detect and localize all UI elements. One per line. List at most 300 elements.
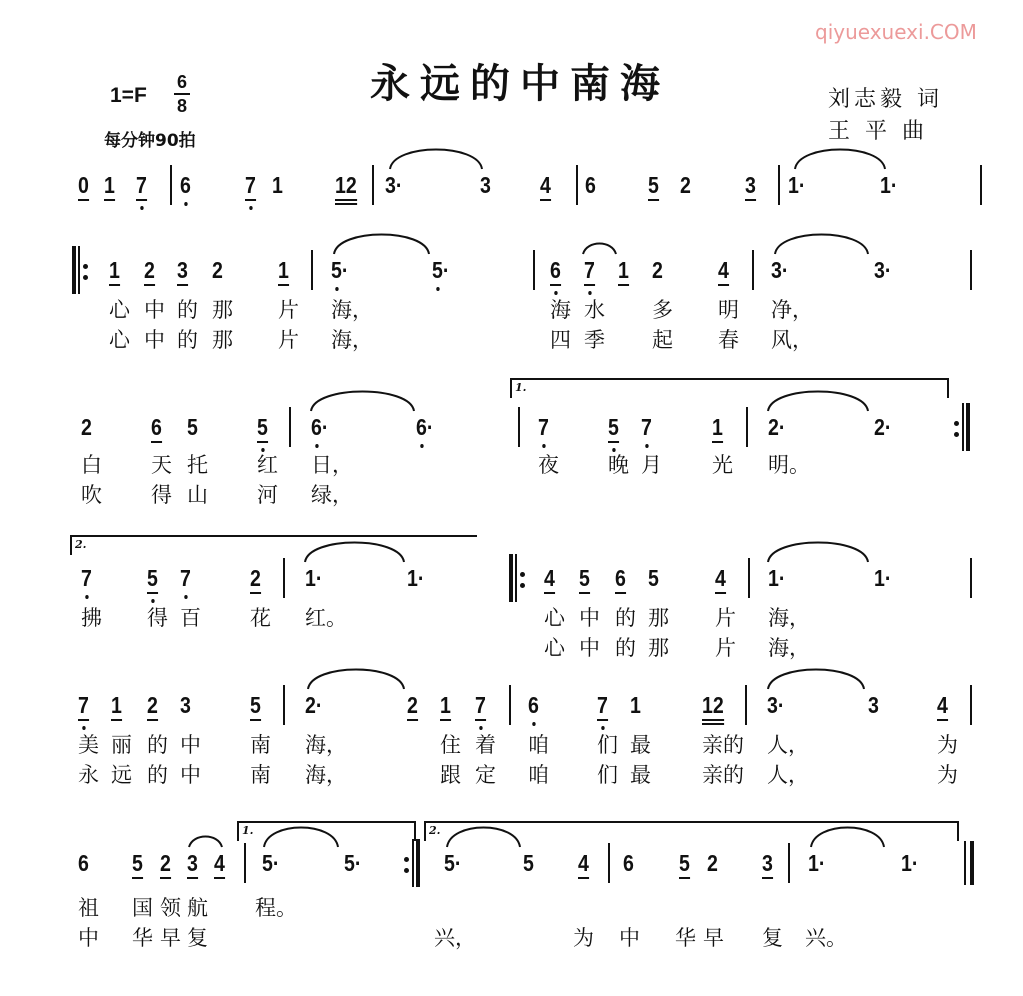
note xyxy=(702,691,724,719)
note xyxy=(344,849,361,877)
volta-label: 1. xyxy=(242,824,254,837)
lyric-syllable: 海， xyxy=(768,636,810,660)
lyric-syllable: 远 xyxy=(111,763,132,787)
note-digit: 5· xyxy=(344,850,362,876)
low-octave-dot xyxy=(588,291,591,295)
note-digit: 5 xyxy=(187,414,198,440)
lyric-syllable: 中 xyxy=(180,733,201,757)
note xyxy=(648,171,659,199)
lyric-syllable: 们 xyxy=(597,763,618,787)
low-octave-dot xyxy=(532,722,535,726)
lyric-syllable: 程。 xyxy=(255,896,297,920)
lyric-syllable: 亲的 xyxy=(702,733,744,757)
underline xyxy=(745,199,756,201)
composer-credit: 王 平 曲 xyxy=(828,119,928,144)
note-digit: 5 xyxy=(523,850,534,876)
note-digit: 3 xyxy=(177,257,188,283)
note xyxy=(257,413,268,441)
lyric-syllable: 跟 xyxy=(440,763,461,787)
note xyxy=(480,171,491,199)
note-digit: 5· xyxy=(444,850,462,876)
lyric-syllable: 为 xyxy=(573,926,594,950)
lyric-syllable: 光 xyxy=(712,453,733,477)
slur xyxy=(390,150,482,170)
lyric-syllable: 片 xyxy=(278,298,299,322)
slur xyxy=(189,837,222,848)
note xyxy=(615,564,626,592)
lyric-syllable: 季 xyxy=(584,328,605,352)
note xyxy=(104,171,115,199)
barline xyxy=(970,685,972,725)
low-octave-dot xyxy=(645,444,648,448)
underline xyxy=(550,284,561,286)
note xyxy=(111,691,122,719)
note-digit: 5 xyxy=(257,414,268,440)
lyric-syllable: 兴， xyxy=(434,926,476,950)
repeat-dot xyxy=(954,432,959,437)
volta-bracket xyxy=(424,821,959,841)
note xyxy=(585,171,596,199)
note-digit: 2 xyxy=(144,257,155,283)
lyric-syllable: 为 xyxy=(937,763,958,787)
lyric-syllable: 最 xyxy=(630,763,651,787)
underline xyxy=(762,877,773,879)
lyric-syllable: 片 xyxy=(715,636,736,660)
note-digit: 3 xyxy=(480,172,491,198)
lyric-syllable: 中 xyxy=(78,926,99,950)
note-digit: 2· xyxy=(305,692,323,718)
underline xyxy=(702,723,724,725)
note xyxy=(180,171,191,199)
underline xyxy=(147,719,158,721)
note xyxy=(937,691,948,719)
lyric-syllable: 那 xyxy=(212,328,233,352)
note xyxy=(272,171,283,199)
lyric-syllable: 人， xyxy=(767,763,809,787)
note-digit: 6 xyxy=(151,414,162,440)
lyric-syllable: 红。 xyxy=(305,606,347,630)
low-octave-dot xyxy=(542,444,545,448)
note-digit: 7 xyxy=(641,414,652,440)
underline xyxy=(615,592,626,594)
song-title: 永远的中南海 xyxy=(370,60,670,107)
low-octave-dot xyxy=(261,448,264,452)
underline xyxy=(540,199,551,201)
underline xyxy=(679,877,690,879)
note-digit: 1 xyxy=(440,692,451,718)
note xyxy=(147,691,158,719)
underline xyxy=(584,284,595,286)
note xyxy=(540,171,551,199)
note xyxy=(652,256,663,284)
lyric-syllable: 兴。 xyxy=(805,926,847,950)
note xyxy=(762,849,773,877)
underline xyxy=(335,199,357,201)
note-digit: 5 xyxy=(608,414,619,440)
note xyxy=(544,564,555,592)
low-octave-dot xyxy=(554,291,557,295)
note-digit: 5 xyxy=(679,850,690,876)
note xyxy=(278,256,289,284)
lyric-syllable: 水 xyxy=(584,298,605,322)
note xyxy=(874,256,891,284)
underline xyxy=(648,199,659,201)
underline xyxy=(132,877,143,879)
repeat-dot xyxy=(83,275,88,280)
underline xyxy=(608,441,619,443)
barline xyxy=(283,685,285,725)
underline xyxy=(160,877,171,879)
note-digit: 5 xyxy=(132,850,143,876)
lyric-syllable: 山 xyxy=(187,483,208,507)
lyric-syllable: 心 xyxy=(544,606,565,630)
lyric-syllable: 早 xyxy=(703,926,724,950)
note-digit: 2· xyxy=(768,414,786,440)
barline xyxy=(311,250,313,290)
barline xyxy=(745,685,747,725)
lyric-syllable: 心 xyxy=(109,328,130,352)
note xyxy=(81,413,92,441)
note-digit: 1· xyxy=(874,565,892,591)
note xyxy=(584,256,595,284)
repeat-dot xyxy=(404,857,409,862)
note xyxy=(630,691,641,719)
barline xyxy=(412,839,414,887)
slur xyxy=(768,543,868,563)
note xyxy=(523,849,534,877)
note-digit: 1 xyxy=(104,172,115,198)
underline xyxy=(111,719,122,721)
note-digit: 2 xyxy=(212,257,223,283)
note xyxy=(147,564,158,592)
slur xyxy=(768,670,864,690)
note xyxy=(180,691,191,719)
note-digit: 6 xyxy=(180,172,191,198)
note-digit: 1 xyxy=(111,692,122,718)
lyric-syllable: 四 xyxy=(550,328,571,352)
note-digit: 4 xyxy=(540,172,551,198)
barline xyxy=(244,843,246,883)
low-octave-dot xyxy=(184,595,187,599)
lyric-syllable: 最 xyxy=(630,733,651,757)
underline xyxy=(136,199,147,201)
note-digit: 2 xyxy=(652,257,663,283)
note-digit: 12 xyxy=(335,172,357,198)
low-octave-dot xyxy=(140,206,143,210)
note-digit: 3· xyxy=(767,692,785,718)
note-digit: 1 xyxy=(712,414,723,440)
lyric-syllable: 河 xyxy=(257,483,278,507)
note-digit: 3 xyxy=(187,850,198,876)
lyric-syllable: 人， xyxy=(767,733,809,757)
note xyxy=(880,171,897,199)
barline xyxy=(509,685,511,725)
barline xyxy=(608,843,610,883)
note-digit: 6 xyxy=(623,850,634,876)
low-octave-dot xyxy=(601,726,604,730)
volta-bracket xyxy=(70,535,477,555)
note-digit: 12 xyxy=(702,692,724,718)
low-octave-dot xyxy=(335,287,338,291)
underline xyxy=(597,719,608,721)
note xyxy=(262,849,279,877)
lyric-syllable: 中 xyxy=(579,636,600,660)
barline xyxy=(372,165,374,205)
note xyxy=(768,564,785,592)
barline xyxy=(748,558,750,598)
note-digit: 5· xyxy=(331,257,349,283)
note xyxy=(597,691,608,719)
lyric-syllable: 的 xyxy=(177,328,198,352)
volta-label: 1. xyxy=(515,381,527,394)
note xyxy=(475,691,486,719)
note-digit: 7 xyxy=(78,692,89,718)
lyric-syllable: 月 xyxy=(641,453,662,477)
note xyxy=(432,256,449,284)
lyric-syllable: 们 xyxy=(597,733,618,757)
underline xyxy=(187,877,198,879)
lyric-syllable: 那 xyxy=(648,606,669,630)
lyric-syllable: 百 xyxy=(180,606,201,630)
note xyxy=(180,564,191,592)
lyric-syllable: 多 xyxy=(652,298,673,322)
lyric-syllable: 花 xyxy=(250,606,271,630)
repeat-dot xyxy=(954,421,959,426)
note-digit: 1· xyxy=(788,172,806,198)
barline xyxy=(964,841,966,885)
underline xyxy=(177,284,188,286)
repeat-dot xyxy=(520,583,525,588)
underline xyxy=(407,719,418,721)
lyric-syllable: 中 xyxy=(144,328,165,352)
lyric-syllable: 海， xyxy=(331,298,373,322)
note xyxy=(109,256,120,284)
underline xyxy=(144,284,155,286)
note-digit: 2 xyxy=(680,172,691,198)
note xyxy=(250,564,261,592)
volta-label: 2. xyxy=(75,538,87,551)
note xyxy=(305,691,322,719)
lyric-syllable: 的 xyxy=(147,763,168,787)
underline xyxy=(250,719,261,721)
barline xyxy=(962,403,964,451)
note xyxy=(311,413,328,441)
underline xyxy=(702,719,724,721)
lyric-syllable: 的 xyxy=(177,298,198,322)
lyric-syllable: 的 xyxy=(615,606,636,630)
lyric-syllable: 着 xyxy=(475,733,496,757)
note xyxy=(212,256,223,284)
note-digit: 1 xyxy=(109,257,120,283)
note-digit: 2 xyxy=(250,565,261,591)
barline xyxy=(788,843,790,883)
note xyxy=(440,691,451,719)
lyric-syllable: 海， xyxy=(305,733,347,757)
lyric-syllable: 净， xyxy=(771,298,813,322)
lyric-syllable: 的 xyxy=(615,636,636,660)
barline xyxy=(78,246,80,294)
lyric-syllable: 复 xyxy=(187,926,208,950)
lyric-syllable: 住 xyxy=(440,733,461,757)
lyric-syllable: 日， xyxy=(311,453,353,477)
note xyxy=(707,849,718,877)
note xyxy=(715,564,726,592)
note-digit: 6· xyxy=(311,414,329,440)
underline xyxy=(78,199,89,201)
note xyxy=(132,849,143,877)
low-octave-dot xyxy=(479,726,482,730)
note-digit: 3 xyxy=(180,692,191,718)
lyric-syllable: 片 xyxy=(278,328,299,352)
lyric-syllable: 那 xyxy=(648,636,669,660)
note xyxy=(331,256,348,284)
repeat-dot xyxy=(404,868,409,873)
barline xyxy=(283,558,285,598)
note-digit: 2 xyxy=(407,692,418,718)
note-digit: 5· xyxy=(432,257,450,283)
note xyxy=(771,256,788,284)
tempo-marking: 每分钟90拍 xyxy=(104,131,196,151)
note xyxy=(768,413,785,441)
slur xyxy=(311,392,414,412)
barline xyxy=(533,250,535,290)
note-digit: 0 xyxy=(78,172,89,198)
note xyxy=(623,849,634,877)
note-digit: 6 xyxy=(615,565,626,591)
lyric-syllable: 起 xyxy=(652,328,673,352)
underline xyxy=(109,284,120,286)
barline xyxy=(980,165,982,205)
underline xyxy=(715,592,726,594)
slur xyxy=(583,244,616,255)
note-digit: 6 xyxy=(528,692,539,718)
note xyxy=(335,171,357,199)
note-digit: 6 xyxy=(585,172,596,198)
note-digit: 7 xyxy=(584,257,595,283)
slur xyxy=(775,235,868,255)
lyric-syllable: 海， xyxy=(331,328,373,352)
barline xyxy=(970,841,974,885)
slur xyxy=(308,670,404,690)
lyric-syllable: 航 xyxy=(187,896,208,920)
lyric-syllable: 白 xyxy=(81,453,102,477)
note xyxy=(187,413,198,441)
note xyxy=(250,691,261,719)
note-digit: 1 xyxy=(272,172,283,198)
lyric-syllable: 中 xyxy=(619,926,640,950)
lyric-syllable: 夜 xyxy=(538,453,559,477)
note xyxy=(874,564,891,592)
site-watermark: qiyuexuexi.COM xyxy=(815,20,977,44)
note-digit: 3· xyxy=(771,257,789,283)
note xyxy=(550,256,561,284)
note xyxy=(618,256,629,284)
lyric-syllable: 领 xyxy=(160,896,181,920)
note-digit: 5 xyxy=(648,172,659,198)
lyric-syllable: 片 xyxy=(715,606,736,630)
repeat-dot xyxy=(83,264,88,269)
note xyxy=(187,849,198,877)
underline xyxy=(104,199,115,201)
lyric-syllable: 华 xyxy=(675,926,696,950)
note-digit: 7 xyxy=(245,172,256,198)
barline xyxy=(576,165,578,205)
lyric-syllable: 亲的 xyxy=(702,763,744,787)
note xyxy=(160,849,171,877)
barline xyxy=(515,554,517,602)
underline xyxy=(151,441,162,443)
lyric-syllable: 托 xyxy=(187,453,208,477)
volta-bracket xyxy=(237,821,416,841)
note-digit: 1· xyxy=(407,565,425,591)
note xyxy=(177,256,188,284)
underline xyxy=(544,592,555,594)
low-octave-dot xyxy=(420,444,423,448)
note xyxy=(868,691,879,719)
lyric-syllable: 早 xyxy=(160,926,181,950)
barline xyxy=(970,558,972,598)
note-digit: 3 xyxy=(868,692,879,718)
note-digit: 1· xyxy=(808,850,826,876)
note-digit: 7 xyxy=(136,172,147,198)
lyric-syllable: 的 xyxy=(147,733,168,757)
barline xyxy=(752,250,754,290)
lyric-syllable: 天 xyxy=(151,453,172,477)
note-digit: 7 xyxy=(538,414,549,440)
underline xyxy=(578,877,589,879)
lyric-syllable: 复 xyxy=(762,926,783,950)
note-digit: 2· xyxy=(874,414,892,440)
lyric-syllable: 海 xyxy=(550,298,571,322)
note-digit: 5 xyxy=(147,565,158,591)
underline xyxy=(147,592,158,594)
slur xyxy=(795,150,885,170)
note xyxy=(718,256,729,284)
note xyxy=(444,849,461,877)
note-digit: 1· xyxy=(901,850,919,876)
lyric-syllable: 南 xyxy=(250,763,271,787)
note xyxy=(214,849,225,877)
note-digit: 6 xyxy=(78,850,89,876)
note xyxy=(808,849,825,877)
underline xyxy=(214,877,225,879)
note xyxy=(305,564,322,592)
lyric-syllable: 晚 xyxy=(608,453,629,477)
repeat-dot xyxy=(520,572,525,577)
lyric-syllable: 拂 xyxy=(81,606,102,630)
note xyxy=(679,849,690,877)
note xyxy=(416,413,433,441)
underline xyxy=(440,719,451,721)
barline xyxy=(416,839,420,887)
barline xyxy=(170,165,172,205)
note-digit: 2 xyxy=(160,850,171,876)
note xyxy=(901,849,918,877)
lyric-syllable: 咱 xyxy=(528,733,549,757)
note xyxy=(528,691,539,719)
note xyxy=(788,171,805,199)
note-digit: 3· xyxy=(874,257,892,283)
low-octave-dot xyxy=(249,206,252,210)
note-digit: 6· xyxy=(416,414,434,440)
barline xyxy=(966,403,970,451)
lyric-syllable: 咱 xyxy=(528,763,549,787)
slur xyxy=(334,235,429,255)
lyric-syllable: 春 xyxy=(718,328,739,352)
note-digit: 1 xyxy=(618,257,629,283)
underline xyxy=(245,199,256,201)
underline xyxy=(250,592,261,594)
